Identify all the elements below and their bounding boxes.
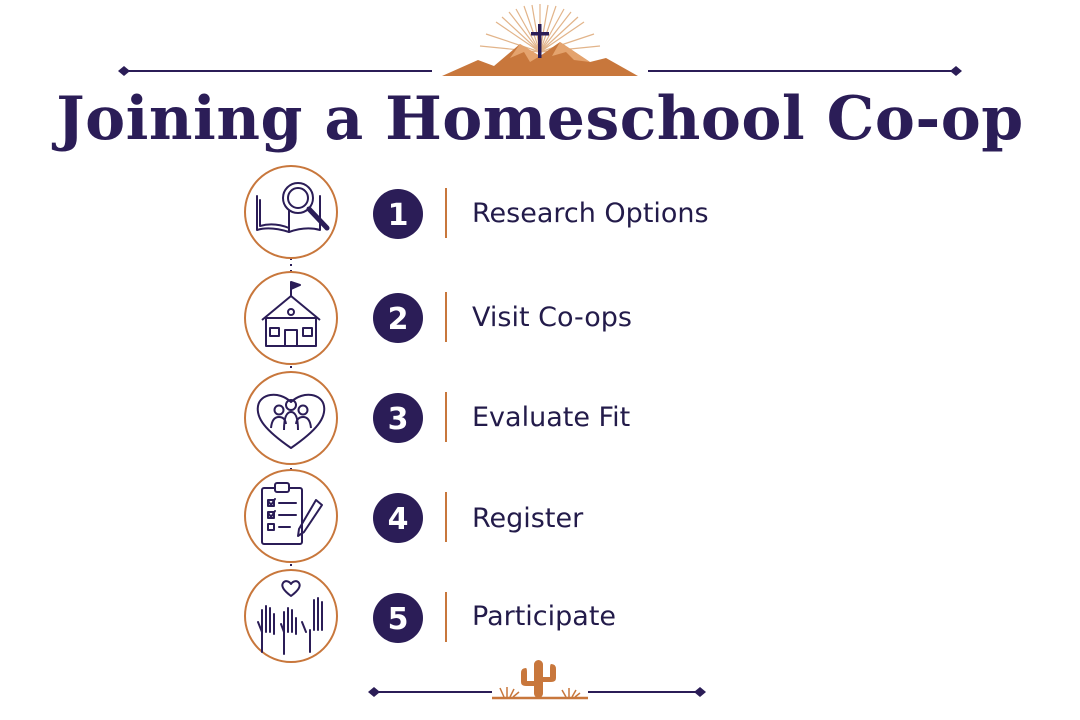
step-5-number: 5 xyxy=(387,602,409,637)
step-4-label: Register xyxy=(472,503,584,534)
page-title: Joining a Homeschool Co-op xyxy=(56,84,1024,154)
step-1-label: Research Options xyxy=(472,198,709,229)
step-3-number: 3 xyxy=(387,402,409,437)
step-2-label: Visit Co-ops xyxy=(472,302,632,333)
cactus-icon xyxy=(521,660,556,698)
step-4-number: 4 xyxy=(387,502,409,537)
footer-ornament xyxy=(0,660,1080,720)
step-1-number: 1 xyxy=(387,198,409,233)
step-3-label: Evaluate Fit xyxy=(472,402,631,433)
step-5-label: Participate xyxy=(472,601,617,632)
step-2-number: 2 xyxy=(387,302,409,337)
